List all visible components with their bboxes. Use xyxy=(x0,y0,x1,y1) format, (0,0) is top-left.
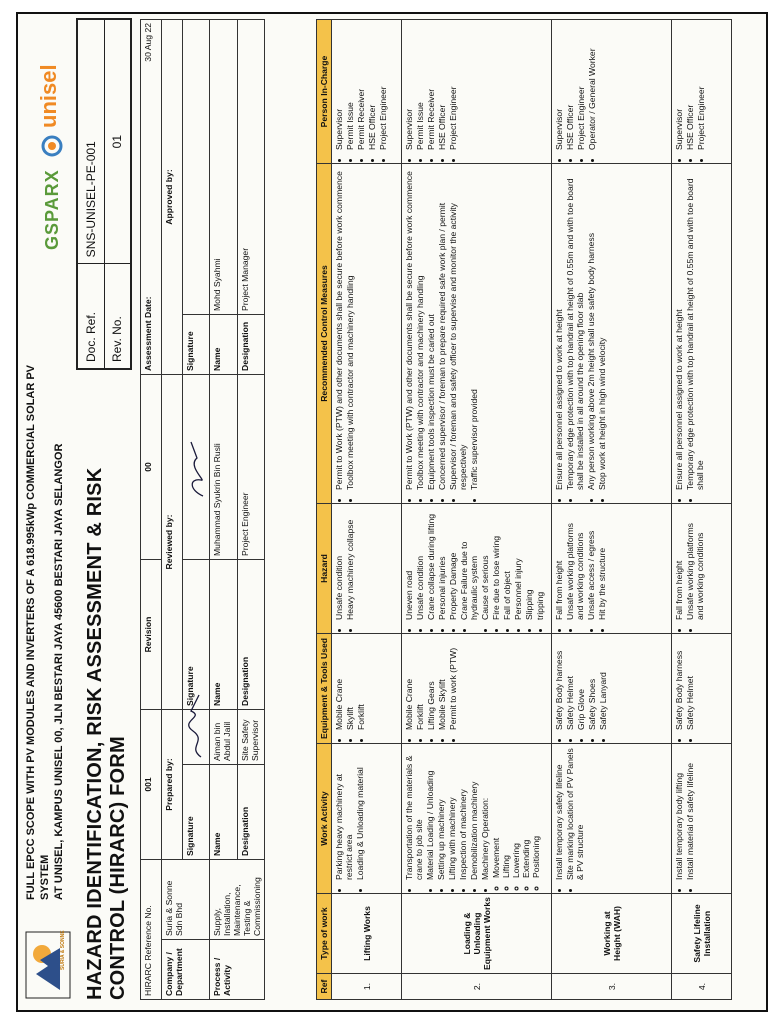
row-equipment-list xyxy=(554,637,608,740)
row-hazard xyxy=(402,504,552,634)
list-item: • Supervisor / foreman and safety officer to supervise and monitor the activity respectively xyxy=(448,167,468,490)
list-item: • Project Engineer xyxy=(696,23,706,150)
hazard-row xyxy=(672,20,732,1000)
reviewed-name-value: Muhammad Syukrin Bin Rusli xyxy=(210,375,238,560)
sub-list-item: ◦ Movement xyxy=(491,747,501,878)
list-item: • tripping xyxy=(535,507,545,620)
row-equipment xyxy=(402,634,552,744)
list-item: • Supervisor xyxy=(334,23,344,150)
reviewed-signature-cell xyxy=(183,375,210,560)
row-person-in-charge xyxy=(332,20,402,164)
list-item: • Temporary edge protection with top handrail at height of 0.55m and with toe board shall be installed in all around the opening floor slab xyxy=(565,167,585,490)
reviewed-designation-value: Project Engineer xyxy=(237,375,265,560)
row-equipment xyxy=(672,634,732,744)
col-hazard: Hazard xyxy=(317,504,332,634)
prepared-name-label: Name xyxy=(210,765,238,860)
logo-left-caption: SURIA & SONNE xyxy=(60,930,66,970)
list-item: • Grip Glove xyxy=(576,637,586,730)
row-ref: 3. xyxy=(552,974,672,1000)
list-item: • Skylift xyxy=(345,637,355,730)
list-item: • Safety Helmet xyxy=(685,637,695,730)
list-item: • Concerned supervisor / foreman to prepare required safe work plan / permit xyxy=(437,167,447,490)
row-control-measures-list xyxy=(554,167,607,500)
list-item: • Permit Issue xyxy=(415,23,425,150)
list-item: • HSE Officer xyxy=(437,23,447,150)
assessment-date-label: Assessment Date: xyxy=(143,296,153,371)
list-item: • Toolbox meeting with contractor and machinery handling xyxy=(345,167,355,490)
list-item: • Traffic supervisor provided xyxy=(469,167,479,490)
unisel-logo: unisel xyxy=(36,64,61,128)
process-value: Supply, Installation, Maintenance, Testing & Commissioning xyxy=(210,860,265,940)
list-item: • Ensure all personnel assigned to work at height xyxy=(554,167,564,490)
approved-signature-label: Signature xyxy=(183,315,210,375)
list-item: • Crane collapse during lifting xyxy=(426,507,436,620)
list-item: • Safety Body harness xyxy=(674,637,684,730)
row-person-in-charge xyxy=(672,20,732,164)
prepared-name-value: Aiman bin Abdul Jalil xyxy=(210,710,238,765)
list-item: • Project Engineer xyxy=(448,23,458,150)
list-item: • Forklift xyxy=(356,637,366,730)
project-title xyxy=(24,340,66,900)
reviewed-name-label: Name xyxy=(210,560,238,710)
list-item: • HSE Officer xyxy=(367,23,377,150)
reviewed-designation-label: Designation xyxy=(237,560,265,710)
list-item: • Crane Failure due to hydraulic system xyxy=(459,507,479,620)
hirarc-ref-label: HIRARC Reference No. xyxy=(141,860,162,1000)
hirarc-info-table xyxy=(140,19,265,1000)
rev-no-value: 01 xyxy=(104,20,131,264)
col-activity: Work Activity xyxy=(317,744,332,894)
list-item: • Property Damage xyxy=(448,507,458,620)
list-item: • Unsafe working platforms and working conditions xyxy=(685,507,705,620)
hazard-row xyxy=(552,20,672,1000)
hazard-row xyxy=(402,20,552,1000)
row-ref: 1. xyxy=(332,974,402,1000)
list-item: • Permit Issue xyxy=(345,23,355,150)
row-person-in-charge-list xyxy=(674,23,706,160)
project-title-line-2: AT UNISEL, KAMPUS UNISEL 00, JLN BESTARI JAYA 45600 BESTARI JAYA SELANGOR xyxy=(53,443,65,900)
list-item: • Demobilization machinery xyxy=(469,747,479,880)
row-type-of-work: Loading & Unloading Equipment Works xyxy=(402,894,552,974)
list-item: • Hit by the structure xyxy=(597,507,607,620)
assessment-date-value: 30 Aug 22 xyxy=(143,22,153,62)
prepared-by-label: Prepared by: xyxy=(162,710,183,860)
list-item: • Project Engineer xyxy=(378,23,388,150)
list-item: • Fall of object xyxy=(502,507,512,620)
document-reference-box xyxy=(76,18,132,370)
row-equipment-list xyxy=(334,637,366,740)
row-hazard xyxy=(552,504,672,634)
list-item: • Heavy machinery collapse xyxy=(345,507,355,620)
client-logos xyxy=(26,50,76,250)
list-item: • Machinery Operation: xyxy=(480,747,490,880)
col-equipment: Equipment & Tools Used xyxy=(317,634,332,744)
prepared-designation-label: Designation xyxy=(237,765,265,860)
list-item: • Loading & Unloading material xyxy=(355,747,365,880)
row-control-measures xyxy=(332,164,402,504)
col-type: Type of work xyxy=(317,894,332,974)
list-item: • Temporary edge protection with top handrail at height of 0.55m and with toe board shall be xyxy=(685,167,705,490)
suria-sonne-logo xyxy=(24,930,72,1000)
list-item: • Slipping xyxy=(524,507,534,620)
row-hazard-list xyxy=(334,507,355,630)
list-item: • Supervisor xyxy=(554,23,564,150)
list-item: • Install material of safety lifeline xyxy=(685,747,695,880)
row-work-activity xyxy=(332,744,402,894)
row-hazard-list xyxy=(674,507,705,630)
list-item: • Unsafe condition xyxy=(334,507,344,620)
row-ref: 2. xyxy=(402,974,552,1000)
row-hazard-list xyxy=(404,507,545,630)
list-item: • Unsafe working platforms and working conditions xyxy=(565,507,585,620)
row-control-measures-list xyxy=(334,167,355,500)
list-item: • Project Engineer xyxy=(576,23,586,150)
process-label: Process / Activity xyxy=(210,940,265,1000)
row-person-in-charge-list xyxy=(554,23,597,160)
list-item: • Permit to Work (PTW) and other documents shall be secure before work commence xyxy=(404,167,414,490)
approved-signature-cell xyxy=(183,19,210,314)
list-item: • Install temporary safety lifeline xyxy=(554,747,564,880)
sub-list-item: ◦ Lowering xyxy=(511,747,521,878)
list-item: • Permit Receiver xyxy=(356,23,366,150)
sub-list-item: ◦ Extending xyxy=(521,747,531,878)
hazard-table xyxy=(316,19,732,1000)
sub-list-item: ◦ Positioning xyxy=(531,747,541,878)
list-item: • Fall from height xyxy=(554,507,564,620)
list-item: • Safety Lanyard xyxy=(598,637,608,730)
sub-list-item: ◦ Lifting xyxy=(501,747,511,878)
hazard-row xyxy=(332,20,402,1000)
list-item: • Unsafe condition xyxy=(415,507,425,620)
doc-ref-label: Doc. Ref. xyxy=(78,264,105,369)
row-type-of-work: Working at Height (WAH) xyxy=(552,894,672,974)
row-equipment xyxy=(332,634,402,744)
row-control-measures xyxy=(552,164,672,504)
list-item: • Uneven road xyxy=(404,507,414,620)
list-item: • Lifting with machinery xyxy=(447,747,457,880)
list-item: • Operator / General Worker xyxy=(587,23,597,150)
list-item: • Mobile Crane xyxy=(404,637,414,730)
list-item: • Personal injuries xyxy=(437,507,447,620)
list-item: • Mobile Crane xyxy=(334,637,344,730)
list-item: • Supervisor xyxy=(674,23,684,150)
col-controls: Recommended Control Measures xyxy=(317,164,332,504)
approved-name-label: Name xyxy=(210,315,238,375)
row-control-measures-list xyxy=(674,167,705,500)
row-type-of-work: Safety Lifeline Installation xyxy=(672,894,732,974)
list-item: • HSE Officer xyxy=(565,23,575,150)
prepared-signature-label: Signature xyxy=(183,765,210,860)
row-control-measures xyxy=(402,164,552,504)
hirarc-form-sheet xyxy=(16,12,768,1012)
list-item: • Fall from height xyxy=(674,507,684,620)
row-work-activity-list xyxy=(554,747,585,890)
row-hazard xyxy=(332,504,402,634)
approved-designation-label: Designation xyxy=(237,315,265,375)
project-title-line-1: FULL EPCC SCOPE WITH PV MODULES AND INVERTERS OF A 618.995kWp COMMERCIAL SOLAR PV SYSTEM xyxy=(25,365,51,900)
revision-label: Revision xyxy=(141,560,162,710)
gsparx-swirl-icon xyxy=(40,134,64,158)
list-item: • Transportation of the materials & crane to job site xyxy=(404,747,424,880)
row-equipment-list xyxy=(674,637,695,740)
row-person-in-charge-list xyxy=(404,23,458,160)
row-person-in-charge xyxy=(552,20,672,164)
reviewed-by-label: Reviewed by: xyxy=(162,375,183,710)
row-person-in-charge xyxy=(402,20,552,164)
list-item: • Setting up machinery xyxy=(436,747,446,880)
list-item: • Ensure all personnel assigned to work at height xyxy=(674,167,684,490)
company-label: Company / Department xyxy=(162,940,210,1000)
form-title: HAZARD IDENTIFICATION, RISK ASSESSMENT & RISK CONTROL (HIRARC) FORM xyxy=(84,467,129,1000)
row-control-measures xyxy=(672,164,732,504)
hazard-table-header xyxy=(317,20,332,1000)
reviewed-signature-label: Signature xyxy=(183,560,210,710)
row-hazard-list xyxy=(554,507,607,630)
list-item: • Permit to Work (PTW) and other documents shall be secure before work commence xyxy=(334,167,344,490)
list-item: • Any person working above 2m height shall use safety body harness xyxy=(586,167,596,490)
list-item: • Forklift xyxy=(415,637,425,730)
list-item: • Mobile Skylift xyxy=(437,637,447,730)
row-work-activity-list xyxy=(674,747,695,890)
list-item: • Fire due to lose wiring xyxy=(491,507,501,620)
list-item: • Site marking location of PV Panels & PV structure xyxy=(565,747,585,880)
reviewed-signature-mark xyxy=(185,432,207,502)
row-control-measures-list xyxy=(404,167,479,500)
gsparx-logo: GSPARX xyxy=(42,169,62,250)
approved-by-label: Approved by: xyxy=(162,19,183,374)
rev-no-label: Rev. No. xyxy=(104,264,131,369)
row-work-activity xyxy=(672,744,732,894)
list-item: • Permit Receiver xyxy=(426,23,436,150)
machinery-operation-sublist xyxy=(491,747,541,890)
list-item: • Equipment tools inspection must be caried out xyxy=(426,167,436,490)
approved-designation-value: Project Manager xyxy=(237,19,265,314)
list-item: • Safety Body harness xyxy=(554,637,564,730)
approved-name-value: Mohd Syahmi xyxy=(210,19,238,314)
row-equipment-list xyxy=(404,637,458,740)
list-item: • Cause of serious xyxy=(480,507,490,620)
list-item: • Safety Shoes xyxy=(587,637,597,730)
hazard-table-body xyxy=(332,20,732,1000)
col-person: Person In-Charge xyxy=(317,20,332,164)
list-item: • Parking heavy machinery at restrict area xyxy=(334,747,354,880)
row-ref: 4. xyxy=(672,974,732,1000)
row-hazard xyxy=(672,504,732,634)
list-item: • Unsafe access / egress xyxy=(586,507,596,620)
row-work-activity-list xyxy=(404,747,490,890)
col-ref: Ref xyxy=(317,974,332,1000)
doc-ref-value: SNS-UNISEL-PE-001 xyxy=(78,20,105,264)
prepared-signature-cell xyxy=(183,710,210,765)
row-work-activity xyxy=(552,744,672,894)
row-type-of-work: Lifting Works xyxy=(332,894,402,974)
row-equipment xyxy=(552,634,672,744)
row-person-in-charge-list xyxy=(334,23,388,160)
list-item: • Lifting Gears xyxy=(426,637,436,730)
list-item: • Personnel injury xyxy=(513,507,523,620)
company-value: Suria & Sonne Sdn Bhd xyxy=(162,860,210,940)
hirarc-ref-value: 001 xyxy=(141,710,162,860)
list-item: • Install temporary body lifting xyxy=(674,747,684,880)
list-item: • HSE Officer xyxy=(685,23,695,150)
prepared-designation-value: Site Safety Supervisor xyxy=(237,710,265,765)
list-item: • Supervisor xyxy=(404,23,414,150)
list-item: • Permit to work (PTW) xyxy=(448,637,458,730)
list-item: • Toolbox meeting with contractor and machinery handling xyxy=(415,167,425,490)
revision-value: 00 xyxy=(141,375,162,560)
assessment-date-cell xyxy=(141,19,162,374)
list-item: • Material Loading / Unloading xyxy=(425,747,435,880)
list-item: • Stop work at height in high wind velocity xyxy=(597,167,607,490)
row-work-activity-list xyxy=(334,747,365,890)
row-work-activity xyxy=(402,744,552,894)
list-item: • Safety Helmet xyxy=(565,637,575,730)
list-item: • Inspection of machinery xyxy=(458,747,468,880)
